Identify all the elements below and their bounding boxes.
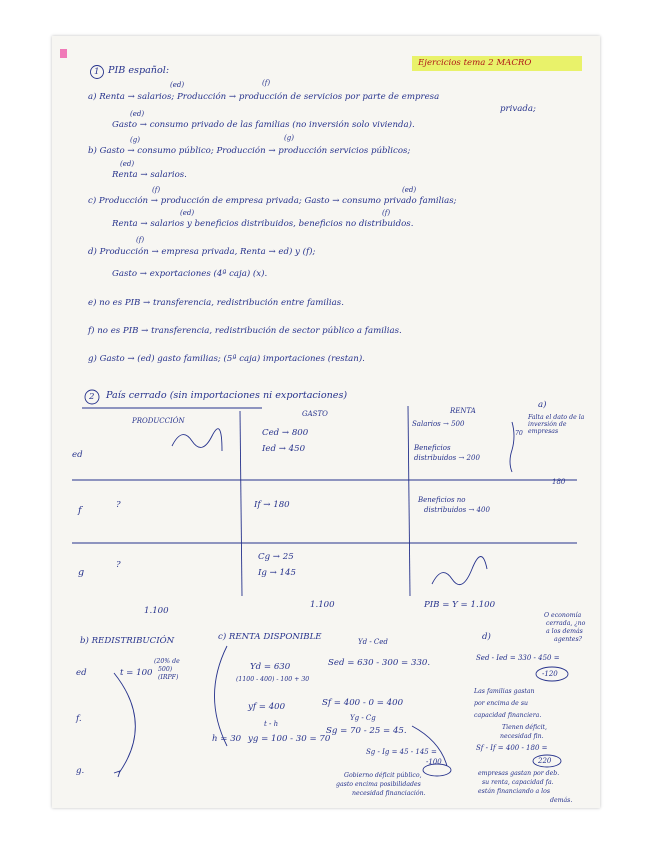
row-label-g: g — [78, 567, 85, 578]
c-annotation-f: (f) — [152, 186, 161, 194]
f-line: f) no es PIB → transferencia, redistribución de sector público a familias. — [88, 326, 402, 336]
e-line: e) no es PIB → transferencia, redistribución entre familias. — [88, 298, 344, 308]
col-header-produccion: PRODUCCIÓN — [132, 417, 185, 425]
total-gasto: 1.100 — [310, 600, 335, 610]
renta-distribuidos: distribuidos → 200 — [414, 454, 480, 462]
row-label-f: f — [78, 505, 82, 516]
circle-1-label: 1 — [94, 67, 100, 77]
renta-disponible-title: c) RENTA DISPONIBLE — [218, 632, 322, 642]
produccion-g-unknown: ? — [116, 560, 121, 570]
part-d-label: d) — [482, 632, 491, 642]
gasto-ig: Ig → 145 — [258, 568, 296, 578]
g-line: g) Gasto → (ed) gasto familias; (5ª caja) importaciones (restan). — [88, 354, 365, 364]
total-renta: PIB = Y = 1.100 — [424, 600, 496, 610]
c-line-1: c) Producción → producción de empresa privada; Gasto → consumo privado familias; — [88, 196, 457, 206]
a-line-2: Gasto → consumo privado de las familias (no inversión solo vivienda). — [112, 120, 415, 130]
redistribucion-row-ed: ed — [76, 668, 87, 678]
redistribucion-title: b) REDISTRIBUCIÓN — [80, 636, 175, 646]
col-header-gasto: GASTO — [302, 410, 328, 418]
deficit-note-1: Gobierno déficit público, — [344, 772, 422, 779]
d-familias-3: capacidad financiera. — [474, 712, 542, 719]
page-title: Ejercicios tema 2 MACRO — [418, 58, 532, 68]
sf-minus-if: Sf - If = 400 - 180 = — [476, 744, 548, 752]
gasto-ced: Ced → 800 — [262, 428, 309, 438]
sf-minus-if-result: 220 — [538, 757, 552, 765]
renta-beneficios: Beneficios — [414, 444, 451, 452]
gasto-if: If → 180 — [254, 500, 290, 510]
c-annotation-f-2: (f) — [382, 209, 391, 217]
h-value: h = 30 — [212, 734, 242, 744]
note-a-value: 180 — [552, 478, 566, 486]
sg-minus-ig-result: -100 — [426, 758, 442, 766]
produccion-f-unknown: ? — [116, 500, 121, 510]
exercise1-title: PIB español: — [108, 65, 170, 76]
col-header-renta: RENTA — [450, 407, 476, 415]
b-annotation-g: (g) — [130, 136, 140, 144]
d-note-top-2: cerrada, ¿no — [546, 620, 586, 627]
t-note-1: (20% de — [154, 658, 180, 665]
b-line-1: b) Gasto → consumo público; Producción → producción servicios públicos; — [88, 146, 411, 156]
d-familias-4: Tienen déficit, — [502, 724, 548, 731]
redistribucion-row-g: g. — [76, 766, 85, 776]
sf-value: Sf = 400 - 0 = 400 — [322, 698, 404, 708]
deficit-note-2: gasto encima posibilidades — [336, 781, 421, 788]
part-a-label: a) — [538, 400, 547, 410]
note-a-symbol: 70 — [515, 430, 523, 437]
sed-head: Yd - Ced — [358, 638, 388, 646]
d-note-top-1: O economía — [544, 612, 582, 619]
redistribucion-row-f: f. — [76, 714, 82, 724]
t-minus-h: t - h — [264, 720, 279, 728]
d-empresas-2: su renta, capacidad fa. — [482, 779, 554, 786]
d-note-top-4: agentes? — [554, 636, 582, 643]
sed-minus-ied-result: -120 — [542, 670, 558, 678]
notebook-page — [52, 36, 600, 808]
note-a: Falta el dato de la inversión de empresas — [528, 414, 585, 435]
gasto-cg: Cg → 25 — [258, 552, 294, 562]
renta-salarios: Salarios → 500 — [412, 420, 465, 428]
d-line-2: Gasto → exportaciones (4ª caja) (x). — [112, 269, 268, 279]
d-empresas-4: demás. — [550, 797, 573, 804]
t-note-3: (IRPF) — [158, 674, 179, 681]
yd-calc: (1100 - 400) - 100 + 30 — [236, 676, 310, 683]
a-line-1: a) Renta → salarios; Producción → producción de servicios por parte de empresa — [88, 92, 440, 102]
renta-beneficios-no: Beneficios no — [418, 496, 466, 504]
a-annotation-ed-2: (ed) — [130, 110, 145, 118]
sg-head: Yg - Cg — [350, 714, 376, 722]
sg-value: Sg = 70 - 25 = 45. — [326, 726, 407, 736]
yd-value: Yd = 630 — [250, 662, 291, 672]
b-annotation-g-2: (g) — [284, 134, 294, 142]
a-line-1b: privada; — [500, 104, 536, 114]
d-familias-2: por encima de su — [474, 700, 528, 707]
gasto-ied: Ied → 450 — [262, 444, 306, 454]
sed-value: Sed = 630 - 300 = 330. — [328, 658, 431, 668]
a-annotation-ed: (ed) — [170, 81, 185, 89]
d-empresas-3: están financiando a los — [478, 788, 551, 795]
d-familias-5: necesidad fin. — [500, 733, 544, 740]
d-line-1: d) Producción → empresa privada, Renta → ed) y (f); — [88, 247, 316, 257]
d-annotation-f: (f) — [136, 236, 145, 244]
total-produccion: 1.100 — [144, 606, 169, 616]
d-familias-1: Las familias gastan — [474, 688, 535, 695]
b-annotation-ed: (ed) — [120, 160, 135, 168]
a-annotation-f: (f) — [262, 79, 271, 87]
renta-no-distribuidos: distribuidos → 400 — [424, 506, 490, 514]
row-label-ed: ed — [72, 450, 83, 460]
sed-minus-ied: Sed - Ied = 330 - 450 = — [476, 654, 560, 662]
c-annotation-ed: (ed) — [402, 186, 417, 194]
d-note-top-3: a los demás — [546, 628, 583, 635]
yg-value: yg = 100 - 30 = 70 — [248, 734, 331, 744]
c-annotation-ed-2: (ed) — [180, 209, 195, 217]
d-empresas-1: empresas gastan por deb. — [478, 770, 560, 777]
t-note-2: 500) — [158, 666, 173, 673]
b-line-2: Renta → salarios. — [112, 170, 187, 180]
yf-value: yf = 400 — [248, 702, 286, 712]
circle-2-label: 2 — [89, 392, 95, 402]
t-formula: t = 100 — [120, 668, 153, 678]
c-line-2: Renta → salarios y beneficios distribuidos, beneficios no distribuidos. — [112, 219, 414, 229]
sg-minus-ig: Sg - Ig = 45 - 145 = — [366, 748, 437, 756]
exercise2-title: País cerrado (sin importaciones ni exportaciones) — [106, 390, 348, 401]
deficit-note-3: necesidad financiación. — [352, 790, 426, 797]
